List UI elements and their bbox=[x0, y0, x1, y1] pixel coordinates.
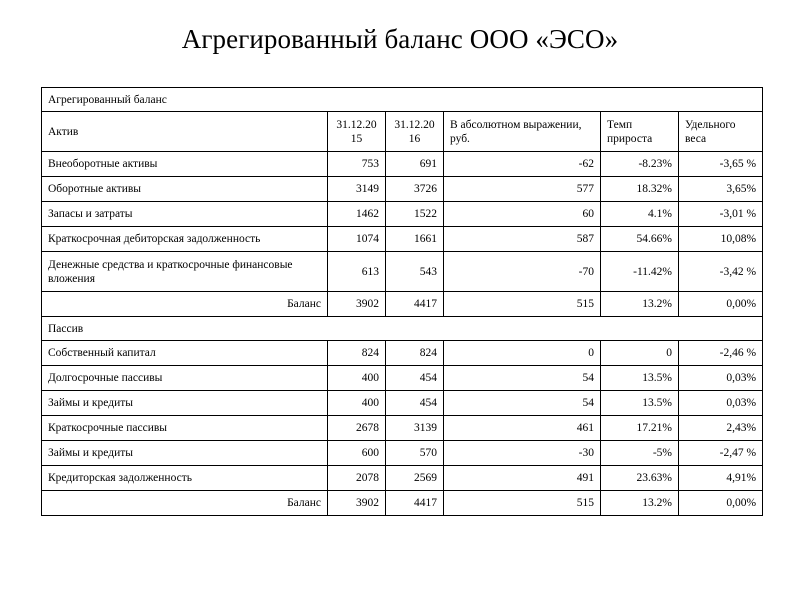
cell-share: 0,03% bbox=[679, 366, 763, 391]
cell-2015: 600 bbox=[328, 441, 386, 466]
cell-2015: 2078 bbox=[328, 466, 386, 491]
cell-absolute: -62 bbox=[444, 152, 601, 177]
row-name: Краткосрочная дебиторская задолженность bbox=[42, 227, 328, 252]
cell-share: 0,03% bbox=[679, 391, 763, 416]
cell-share: 2,43% bbox=[679, 416, 763, 441]
table-row bbox=[42, 227, 763, 252]
cell-growth: 13.2% bbox=[601, 292, 679, 317]
header-aktiv: Актив bbox=[42, 112, 328, 152]
cell-2016: 1522 bbox=[386, 202, 444, 227]
row-name: Внеоборотные активы bbox=[42, 152, 328, 177]
cell-growth: 17.21% bbox=[601, 416, 679, 441]
cell-absolute: 60 bbox=[444, 202, 601, 227]
cell-2015: 753 bbox=[328, 152, 386, 177]
cell-2016: 3726 bbox=[386, 177, 444, 202]
table-row bbox=[42, 152, 763, 177]
cell-absolute: 515 bbox=[444, 491, 601, 516]
cell-growth: 13.5% bbox=[601, 366, 679, 391]
table-row bbox=[42, 366, 763, 391]
cell-share: -3,42 % bbox=[679, 252, 763, 292]
table-caption: Агрегированный баланс bbox=[42, 88, 763, 112]
page-title: Агрегированный баланс ООО «ЭСО» bbox=[181, 24, 619, 54]
cell-share: -3,01 % bbox=[679, 202, 763, 227]
cell-absolute: -70 bbox=[444, 252, 601, 292]
cell-2015: 3149 bbox=[328, 177, 386, 202]
header-row bbox=[42, 112, 763, 152]
row-name: Долгосрочные пассивы bbox=[42, 366, 328, 391]
cell-share: -2,47 % bbox=[679, 441, 763, 466]
cell-2015: 3902 bbox=[328, 491, 386, 516]
cell-growth: 0 bbox=[601, 341, 679, 366]
cell-growth: 23.63% bbox=[601, 466, 679, 491]
header-date-2015: 31.12.2015 bbox=[328, 112, 386, 152]
row-name: Краткосрочные пассивы bbox=[42, 416, 328, 441]
row-name: Займы и кредиты bbox=[42, 441, 328, 466]
header-date-2016: 31.12.2016 bbox=[386, 112, 444, 152]
cell-growth: -11.42% bbox=[601, 252, 679, 292]
cell-2016: 4417 bbox=[386, 491, 444, 516]
table-row bbox=[42, 177, 763, 202]
header-absolute: В абсолютном выражении, руб. bbox=[444, 112, 601, 152]
header-share: Удельного веса bbox=[679, 112, 763, 152]
cell-absolute: 515 bbox=[444, 292, 601, 317]
cell-2016: 1661 bbox=[386, 227, 444, 252]
cell-2015: 1462 bbox=[328, 202, 386, 227]
cell-2015: 2678 bbox=[328, 416, 386, 441]
total-label: Баланс bbox=[42, 491, 328, 516]
cell-2015: 400 bbox=[328, 391, 386, 416]
balance-table bbox=[41, 87, 763, 516]
cell-share: -2,46 % bbox=[679, 341, 763, 366]
section-row-passiv bbox=[42, 317, 763, 341]
cell-2015: 400 bbox=[328, 366, 386, 391]
cell-share: 10,08% bbox=[679, 227, 763, 252]
caption-row bbox=[42, 88, 763, 112]
table-row bbox=[42, 252, 763, 292]
cell-absolute: 54 bbox=[444, 391, 601, 416]
table-row bbox=[42, 391, 763, 416]
row-name: Денежные средства и краткосрочные финансовые вложения bbox=[42, 252, 328, 292]
header-growth: Темп прироста bbox=[601, 112, 679, 152]
cell-share: 0,00% bbox=[679, 491, 763, 516]
cell-2016: 454 bbox=[386, 366, 444, 391]
cell-2015: 1074 bbox=[328, 227, 386, 252]
row-name: Собственный капитал bbox=[42, 341, 328, 366]
cell-growth: -8.23% bbox=[601, 152, 679, 177]
cell-2015: 3902 bbox=[328, 292, 386, 317]
cell-2016: 543 bbox=[386, 252, 444, 292]
section-label-passiv: Пассив bbox=[42, 317, 763, 341]
cell-absolute: 491 bbox=[444, 466, 601, 491]
table-row bbox=[42, 341, 763, 366]
row-name: Оборотные активы bbox=[42, 177, 328, 202]
total-row-liabilities bbox=[42, 491, 763, 516]
cell-absolute: 461 bbox=[444, 416, 601, 441]
cell-share: 4,91% bbox=[679, 466, 763, 491]
table-row bbox=[42, 466, 763, 491]
cell-share: -3,65 % bbox=[679, 152, 763, 177]
cell-2016: 824 bbox=[386, 341, 444, 366]
table-row bbox=[42, 416, 763, 441]
cell-growth: 13.5% bbox=[601, 391, 679, 416]
cell-2015: 613 bbox=[328, 252, 386, 292]
cell-absolute: 577 bbox=[444, 177, 601, 202]
cell-absolute: 587 bbox=[444, 227, 601, 252]
cell-absolute: 0 bbox=[444, 341, 601, 366]
row-name: Запасы и затраты bbox=[42, 202, 328, 227]
total-row-assets bbox=[42, 292, 763, 317]
cell-absolute: -30 bbox=[444, 441, 601, 466]
cell-share: 3,65% bbox=[679, 177, 763, 202]
total-label: Баланс bbox=[42, 292, 328, 317]
cell-growth: -5% bbox=[601, 441, 679, 466]
cell-growth: 13.2% bbox=[601, 491, 679, 516]
cell-2016: 454 bbox=[386, 391, 444, 416]
row-name: Кредиторская задолженность bbox=[42, 466, 328, 491]
cell-2016: 570 bbox=[386, 441, 444, 466]
cell-2016: 4417 bbox=[386, 292, 444, 317]
cell-2016: 691 bbox=[386, 152, 444, 177]
cell-2015: 824 bbox=[328, 341, 386, 366]
cell-2016: 3139 bbox=[386, 416, 444, 441]
cell-growth: 54.66% bbox=[601, 227, 679, 252]
cell-2016: 2569 bbox=[386, 466, 444, 491]
table-row bbox=[42, 441, 763, 466]
cell-growth: 4.1% bbox=[601, 202, 679, 227]
cell-absolute: 54 bbox=[444, 366, 601, 391]
table-row bbox=[42, 202, 763, 227]
cell-share: 0,00% bbox=[679, 292, 763, 317]
cell-growth: 18.32% bbox=[601, 177, 679, 202]
row-name: Займы и кредиты bbox=[42, 391, 328, 416]
